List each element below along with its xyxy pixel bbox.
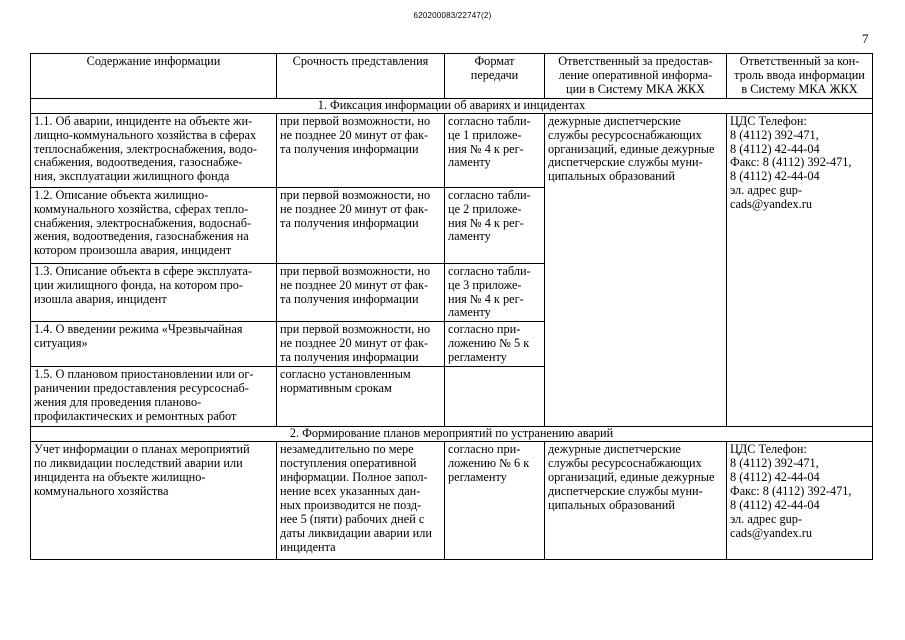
document-id: 620200083/22747(2) [413, 11, 492, 20]
row-2-urgency: незамедлительно по мере поступления оперативной информации. Полное запол- нение всех указанных дан- ных производится не позд- нее 5 (пяти) рабочих дней с даты ликвидации аварии или инцидента [277, 442, 445, 560]
section-1-responsible-provider: дежурные диспетчерские службы ресурсоснабжающих организаций, единые дежурные диспетчерские службы муни- ципальных образований [545, 113, 727, 427]
header-responsible-control: Ответственный за кон- троль ввода информации в Систему МКА ЖКХ [727, 54, 873, 99]
row-1-2-urgency: при первой возможности, но не позднее 20 минут от фак- та получения информации [277, 187, 445, 263]
header-responsible-provider: Ответственный за предостав- ление оперативной информа- ции в Систему МКА ЖКХ [545, 54, 727, 99]
page-number: 7 [862, 31, 869, 46]
row-1-3-content: 1.3. Описание объекта в сфере эксплуата- ции жилищного фонда, на котором про- изошла авария, инцидент [31, 263, 277, 322]
section-1-row [31, 98, 873, 113]
row-1-1-format: согласно табли- це 1 приложе- ния № 4 к рег- ламенту [445, 113, 545, 187]
row-2-responsible-control: ЦДС Телефон: 8 (4112) 392-471, 8 (4112) 42-44-04 Факс: 8 (4112) 392-471, 8 (4112) 42-44-04 эл. адрес gup- cads@yandex.ru [727, 442, 873, 560]
section-1-responsible-control: ЦДС Телефон: 8 (4112) 392-471, 8 (4112) 42-44-04 Факс: 8 (4112) 392-471, 8 (4112) 42-44-04 эл. адрес gup- cads@yandex.ru [727, 113, 873, 427]
row-1-5-format [445, 367, 545, 427]
row-1-5-urgency: согласно установленным нормативным срокам [277, 367, 445, 427]
row-1-1-content: 1.1. Об аварии, инциденте на объекте жи- лищно-коммунального хозяйства в сферах теплоснабжения, электроснабжения, водо- снабжения, водоотведения, газоснабже- ния, эксплуатации жилищного фонда [31, 113, 277, 187]
row-1-4-urgency: при первой возможности, но не позднее 20 минут от фак- та получения информации [277, 322, 445, 367]
row-1-2-format: согласно табли- це 2 приложе- ния № 4 к рег- ламенту [445, 187, 545, 263]
section-2-row [31, 427, 873, 442]
row-1-1-urgency: при первой возможности, но не позднее 20 минут от фак- та получения информации [277, 113, 445, 187]
section-2-title: 2. Формирование планов мероприятий по устранению аварий [31, 427, 873, 442]
row-1-3-urgency: при первой возможности, но не позднее 20 минут от фак- та получения информации [277, 263, 445, 322]
header-row [31, 54, 873, 99]
header-content: Содержание информации [31, 54, 277, 99]
row-2-responsible-provider: дежурные диспетчерские службы ресурсоснабжающих организаций, единые дежурные диспетчерские службы муни- ципальных образований [545, 442, 727, 560]
header-urgency: Срочность представления [277, 54, 445, 99]
row-2-content: Учет информации о планах мероприятий по ликвидации последствий аварии или инцидента на объекте жилищно- коммунального хозяйства [31, 442, 277, 560]
row-1-5-content: 1.5. О плановом приостановлении или ог- раничении предоставления ресурсоснаб- жения для проведения планово- профилактических и ремонтных работ [31, 367, 277, 427]
row-1-3-format: согласно табли- це 3 приложе- ния № 4 к рег- ламенту [445, 263, 545, 322]
row-2-format: согласно при- ложению № 6 к регламенту [445, 442, 545, 560]
table-row [31, 113, 873, 187]
table-row [31, 442, 873, 560]
row-1-2-content: 1.2. Описание объекта жилищно- коммунального хозяйства, сферах тепло- снабжения, электроснабжения, водоснаб- жения, водоотведения, газоснабжения на котором произошла авария, инцидент [31, 187, 277, 263]
header-format: Формат передачи [445, 54, 545, 99]
section-1-title: 1. Фиксация информации об авариях и инцидентах [31, 98, 873, 113]
info-table [30, 53, 873, 560]
row-1-4-content: 1.4. О введении режима «Чрезвычайная ситуация» [31, 322, 277, 367]
row-1-4-format: согласно при- ложению № 5 к регламенту [445, 322, 545, 367]
